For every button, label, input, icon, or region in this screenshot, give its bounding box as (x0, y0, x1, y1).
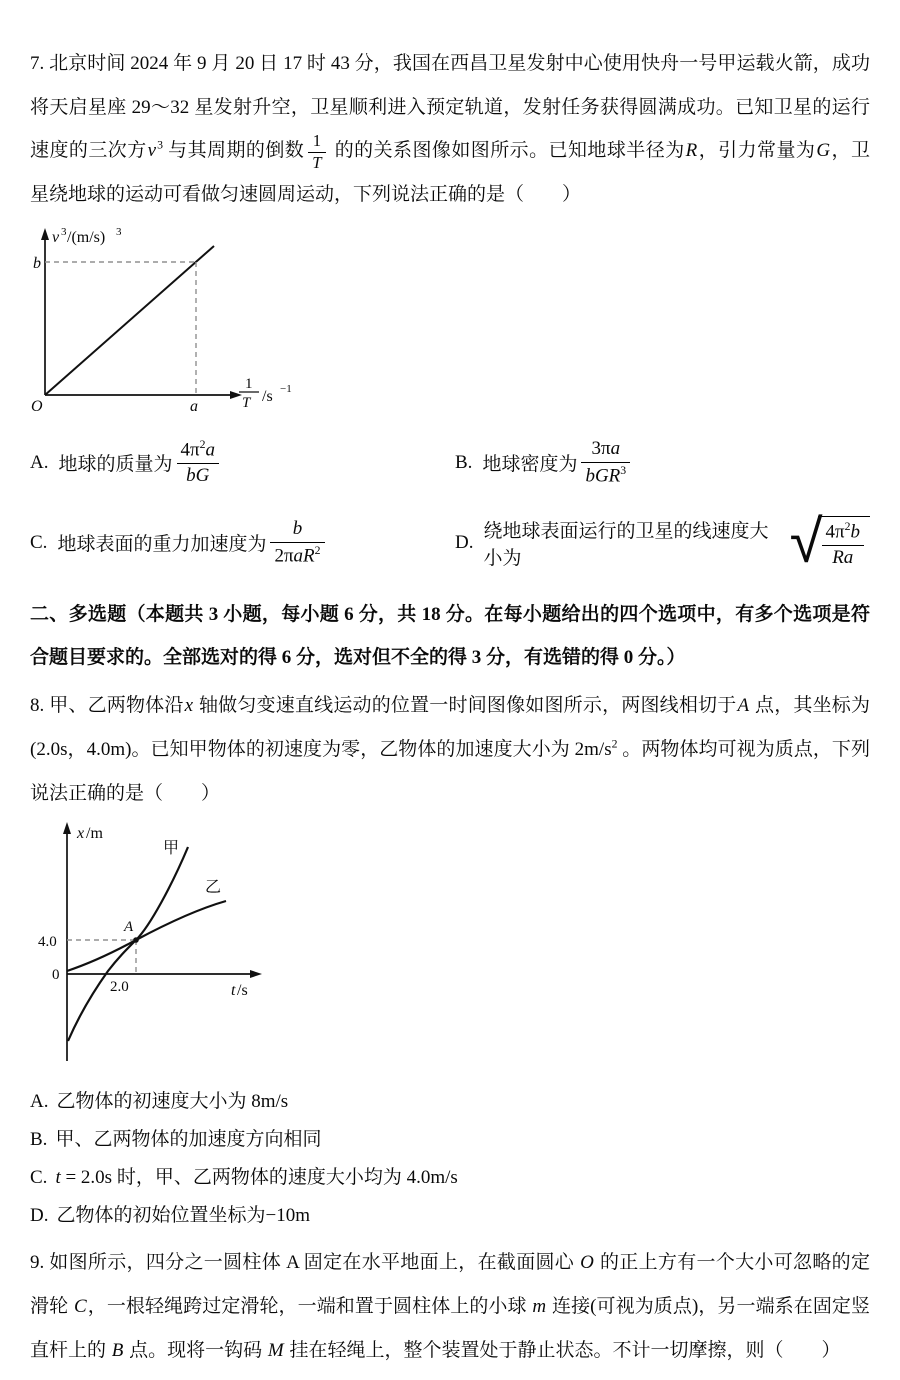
q7-c-n2: b (292, 517, 303, 539)
q7-a-d2: bG (186, 464, 210, 486)
q7-graph-xlabel-frac-num: 1 (245, 375, 253, 392)
q7-option-d-radicand (818, 516, 870, 570)
q8-option-c-eq: = 2.0s (60, 1167, 117, 1189)
q8-option-a-text: 乙物体的初速度大小为 8m/s (56, 1091, 289, 1113)
q7-b-d2: bGR (585, 464, 621, 486)
q7-a-nsup: 2 (199, 437, 206, 451)
q7-d-d2: Ra (832, 546, 854, 568)
q7-d-nsup: 2 (844, 519, 851, 533)
q7-graph-ylabel-unit: /(m/s) (67, 228, 106, 246)
q8-accel-exponent: 2 (611, 737, 618, 751)
section-2-heading: 二、多选题（本题共 3 小题，每小题 6 分，共 18 分。在每小题给出的四个选项中，有多个选项是符合题目要求的。全部选对的得 6 分，选对但不全的得 3 分，有选错的得 0 分。） (30, 603, 870, 669)
q7-graph-y-axis-arrow (41, 228, 49, 240)
question-9-text (30, 1241, 870, 1372)
q8-graph-xlabel-var: t (231, 982, 236, 1000)
question-8-text (30, 684, 870, 815)
q7-option-c-formula (270, 518, 324, 568)
q7-option-d-text: 绕地球表面运行的卫星的线速度大小为 (483, 520, 769, 569)
q9-seg5: 点。现将一钩码 (124, 1339, 267, 1361)
q8-graph-ylabel-unit: /m (86, 825, 103, 843)
q7-option-a-formula (177, 438, 219, 488)
q8-origin-label: 0 (52, 967, 60, 984)
q8-graph-ylabel-var: x (77, 825, 85, 843)
q7-option-b (455, 438, 634, 488)
q7-d-n2: b (850, 521, 860, 543)
q7-b-n2: a (610, 437, 621, 459)
q8-option-c (30, 1159, 870, 1197)
q7-option-d (455, 506, 870, 577)
q8-option-b-label: B. (30, 1129, 48, 1151)
q7-option-b-label: B. (455, 451, 473, 473)
q7-option-c-text: 地球表面的重力加速度为 (57, 534, 267, 556)
q7-b-dsup: 3 (620, 463, 627, 477)
q7-option-b-denominator (581, 462, 630, 488)
q7-a-n2: a (205, 439, 215, 461)
q7-option-d-label: D. (455, 531, 474, 553)
q7-frac-denominator: T (308, 152, 325, 172)
q8-point-A-label: A (124, 919, 134, 936)
q8-option-c-var-t: t (55, 1167, 61, 1189)
q8-tick-2-0: 2.0 (110, 979, 129, 996)
q7-option-b-formula (581, 438, 630, 488)
q8-option-b-text: 甲、乙两物体的加速度方向相同 (55, 1129, 322, 1151)
q7-option-a (30, 438, 455, 488)
q9-var-M: M (267, 1339, 284, 1361)
q8-options (30, 1083, 870, 1235)
q7-seg5: ，卫星绕地球的运动可看做匀速圆周运动，下列说法正确的是（ ） (30, 140, 870, 206)
q9-var-C: C (74, 1295, 87, 1317)
q7-graph-ylabel-v-sup: 3 (61, 225, 67, 238)
q7-option-a-denominator (177, 463, 219, 488)
q7-figure-container (30, 225, 870, 423)
q9-var-O: O (580, 1252, 594, 1274)
q7-graph-tick-b: b (33, 254, 41, 272)
q8-option-c-text: 时，甲、乙两物体的速度大小均为 4.0m/s (116, 1167, 458, 1189)
q7-seg2: 与其周期的倒数 (162, 140, 305, 162)
q7-c-d1: 2π (274, 544, 294, 566)
q8-figure (36, 819, 276, 1071)
q8-graph-y-axis-arrow (63, 822, 71, 834)
q8-graph-x-axis-arrow (250, 970, 262, 978)
q7-option-d-denominator (822, 545, 864, 570)
q8-option-a (30, 1083, 870, 1121)
q7-options-row-1 (30, 423, 870, 503)
q7-option-c-numerator (270, 518, 324, 542)
q7-option-a-text: 地球的质量为 (58, 454, 173, 476)
q7-option-b-numerator (581, 438, 630, 462)
q7-option-c (30, 518, 455, 568)
q8-tick-4-0: 4.0 (38, 934, 57, 951)
q7-var-v: v (147, 140, 157, 162)
q7-option-a-numerator (177, 438, 219, 463)
q8-option-d-label: D. (30, 1205, 49, 1227)
q9-var-B: B (111, 1339, 124, 1361)
q7-option-b-text: 地球密度为 (482, 454, 578, 476)
q8-curve-yi-label: 乙 (205, 879, 222, 897)
q7-v-exponent: 3 (157, 139, 163, 153)
q7-option-d-sqrt: √ $\frac{4\pi^2b}{Ra}$ (790, 516, 870, 570)
q8-seg1: 甲、乙两物体沿 (44, 695, 184, 717)
q7-graph-origin-label: O (31, 397, 43, 415)
q7-graph-ylabel-unit-sup: 3 (116, 225, 122, 238)
q8-option-a-label: A. (30, 1091, 49, 1113)
q8-seg4: 。两物体均可视为质点，下列说法正确的是（ ） (30, 738, 870, 804)
q8-var-A: A (737, 695, 750, 717)
q7-graph-xlabel-unit: /s (262, 387, 273, 405)
q8-number: 8. (30, 695, 45, 717)
q8-tangent-point-dot (133, 937, 139, 943)
q7-option-c-label: C. (30, 531, 48, 553)
q7-option-a-label: A. (30, 451, 49, 473)
q9-seg2: 的正上方有一个大小可忽略的定滑轮 (30, 1252, 870, 1317)
q7-a-n1: 4π (180, 439, 200, 461)
q7-seg1: 北京时间 2024 年 9 月 20 日 17 时 43 分，我国在西昌卫星发射中心使用快舟一号甲运载火箭，成功将天启星座 29～32 星发射升空，卫星顺利进入预定轨道，发射任务获得圆满成功。已知卫星的运行速度的三次方 (30, 53, 870, 162)
q7-c-d2: aR (293, 544, 315, 566)
q8-option-d-text: 乙物体的初始位置坐标为−10m (56, 1205, 310, 1227)
question-7-text (30, 42, 870, 217)
q7-figure (30, 225, 302, 417)
q8-figure-container (36, 819, 870, 1077)
q7-frac-numerator: 1 (312, 131, 322, 151)
q7-graph-tick-a: a (190, 397, 198, 415)
q9-number: 9. (30, 1252, 45, 1274)
q8-option-b (30, 1121, 870, 1159)
q8-option-c-body (55, 1159, 457, 1197)
q7-inline-fraction-1-over-T (308, 132, 325, 172)
q8-option-d (30, 1197, 870, 1235)
q8-var-x: x (184, 695, 194, 717)
q8-option-c-label: C. (30, 1167, 48, 1189)
q7-seg4: ，引力常量为 (698, 140, 816, 162)
q8-seg2: 轴做匀变速直线运动的位置一时间图像如图所示，两图线相切于 (194, 695, 737, 717)
q7-options-row-2 (30, 503, 870, 583)
q9-seg3: ，一根轻绳跨过定滑轮，一端和置于圆柱体上的小球 (87, 1295, 532, 1317)
q9-var-m: m (532, 1295, 547, 1317)
q9-seg4: 连接(可视为质点)，另一端系在固定竖直杆上的 (30, 1295, 870, 1361)
q7-var-G: G (816, 140, 831, 162)
q8-graph-xlabel-unit: /s (237, 982, 248, 1000)
q7-option-c-denominator (270, 542, 324, 568)
q8-curve-jia-label: 甲 (163, 840, 180, 858)
q7-graph-xlabel-unit-sup: −1 (280, 382, 292, 395)
q7-graph-xlabel-frac-den: T (242, 394, 251, 411)
q7-option-d-formula (822, 520, 864, 570)
q7-d-n1: 4π (825, 521, 845, 543)
q8-curve-yi (67, 901, 226, 971)
q7-var-R: R (685, 140, 698, 162)
q7-option-d-numerator (822, 520, 864, 545)
q7-graph-data-line (45, 246, 214, 395)
q8-seg3: 点，其坐标为(2.0s，4.0m)。已知甲物体的初速度为零，乙物体的加速度大小为 2m/s (30, 695, 870, 760)
q7-number: 7. (30, 53, 45, 74)
q7-seg3: 的的关系图像如图所示。已知地球半径为 (329, 140, 685, 162)
q7-c-dsup: 2 (314, 543, 321, 557)
q9-seg6: 挂在轻绳上，整个装置处于静止状态。不计一切摩擦，则（ ） (284, 1339, 841, 1361)
q9-seg1: 如图所示，四分之一圆柱体 A 固定在水平地面上，在截面圆心 (44, 1252, 580, 1274)
q7-graph-ylabel-v: v (52, 228, 60, 246)
q7-b-n1: 3π (591, 437, 611, 459)
